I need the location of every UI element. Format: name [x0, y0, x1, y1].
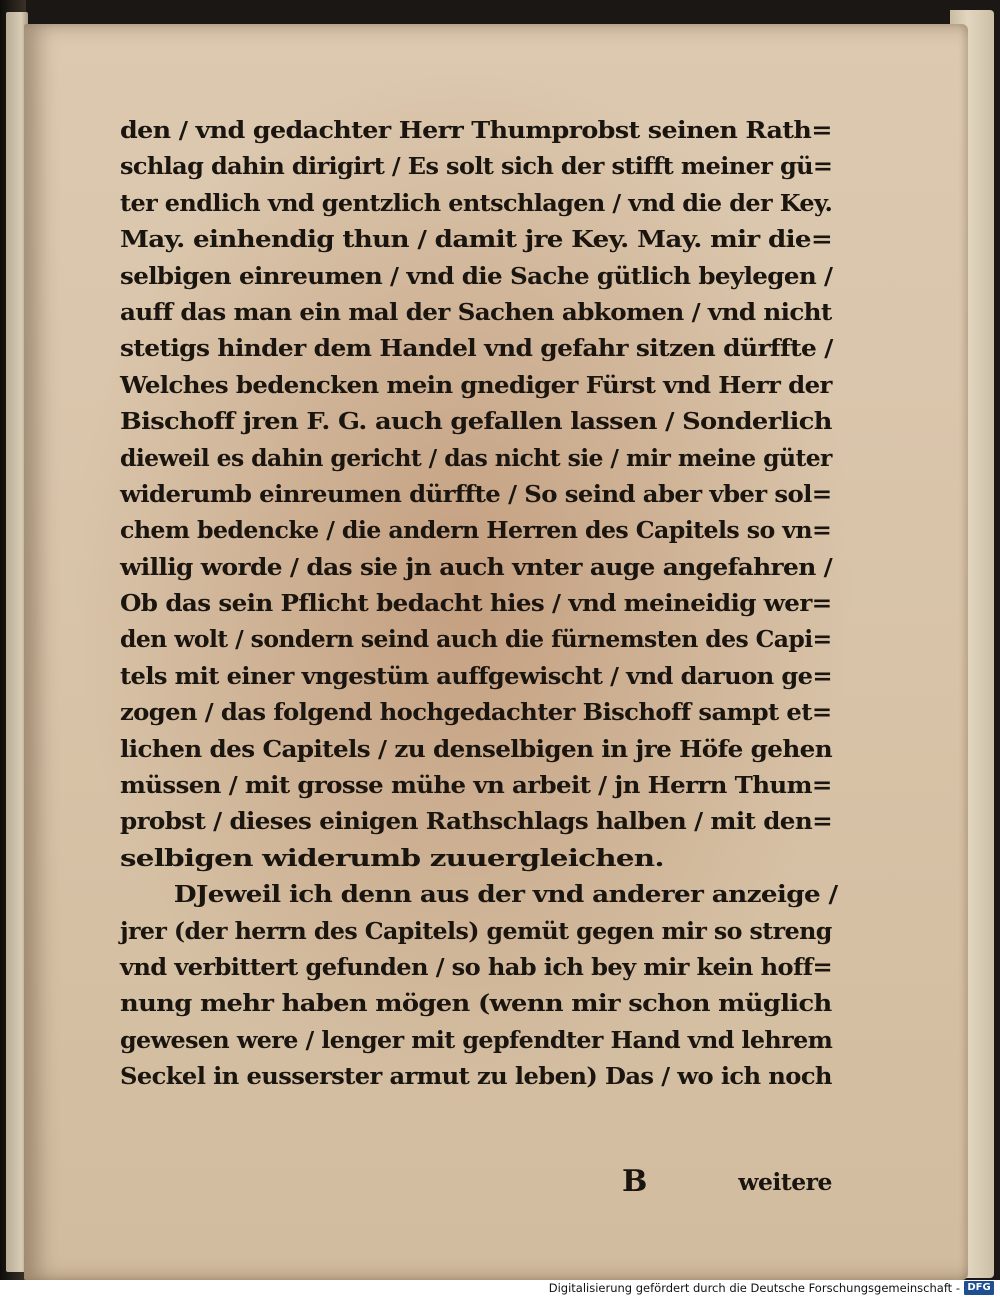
dfg-logo: DFG	[964, 1281, 994, 1295]
text-line: tels mit einer vngestüm auffgewischt / vnd daruon ge=	[120, 661, 833, 690]
text-line: nung mehr haben mögen (wenn mir schon müglich	[120, 989, 832, 1018]
text-line: probst / dieses einigen Rathschlags halben / mit den=	[120, 807, 833, 836]
credit-bar	[0, 1280, 1000, 1297]
text-line: den wolt / sondern seind auch die fürnemsten des Capi=	[120, 625, 832, 654]
catchword: weitere	[738, 1168, 832, 1196]
text-line: gewesen were / lenger mit gepfendter Hand vnd lehrem	[120, 1025, 833, 1054]
text-line: Welches bedencken mein gnediger Fürst vnd Herr der	[120, 370, 832, 399]
text-line: May. einhendig thun / damit jre Key. May. mir die=	[120, 225, 833, 254]
signature-mark: B	[622, 1164, 648, 1199]
text-line: dieweil es dahin gericht / das nicht sie / mir meine güter	[120, 443, 832, 472]
text-line: Ob das sein Pflicht bedacht hies / vnd meineidig wer=	[120, 589, 832, 618]
text-line: Seckel in eusserster armut zu leben) Das / wo ich noch	[120, 1062, 832, 1091]
text-line: jrer (der herrn des Capitels) gemüt gegen mir so streng	[120, 916, 832, 945]
page-footer	[120, 1164, 832, 1200]
text-line: selbigen einreumen / vnd die Sache gütlich beylegen /	[120, 261, 833, 290]
text-line: stetigs hinder dem Handel vnd gefahr sitzen dürffte /	[120, 334, 833, 363]
text-line: auff das man ein mal der Sachen abkomen / vnd nicht	[120, 297, 832, 326]
text-line: schlag dahin dirigirt / Es solt sich der stifft meiner gü=	[120, 152, 833, 181]
text-line: widerumb einreumen dürffte / So seind aber vber sol=	[120, 479, 832, 508]
book-page	[24, 24, 968, 1280]
text-line: zogen / das folgend hochgedachter Bischoff sampt et=	[120, 698, 832, 727]
funding-credit: Digitalisierung gefördert durch die Deutsche Forschungsgemeinschaft -	[548, 1281, 960, 1295]
text-line: selbigen widerumb zuuergleichen.	[120, 843, 664, 872]
text-line: ter endlich vnd gentzlich entschlagen / vnd die der Key.	[120, 188, 833, 217]
text-line: müssen / mit grosse mühe vn arbeit / jn Herrn Thum=	[120, 771, 832, 800]
text-line: vnd verbittert gefunden / so hab ich bey mir kein hoff=	[120, 952, 833, 981]
text-line: chem bedencke / die andern Herren des Capitels so vn=	[120, 516, 832, 545]
text-line: Bischoff jren F. G. auch gefallen lassen / Sonderlich	[120, 407, 832, 436]
text-line: lichen des Capitels / zu denselbigen in jre Höfe gehen	[120, 734, 833, 763]
page-text	[120, 112, 838, 1199]
paragraph-start-line: DJeweil ich denn aus der vnd anderer anzeige /	[173, 880, 838, 909]
text-line: den / vnd gedachter Herr Thumprobst seinen Rath=	[120, 116, 832, 144]
text-line: willig worde / das sie jn auch vnter auge angefahren /	[120, 552, 833, 581]
